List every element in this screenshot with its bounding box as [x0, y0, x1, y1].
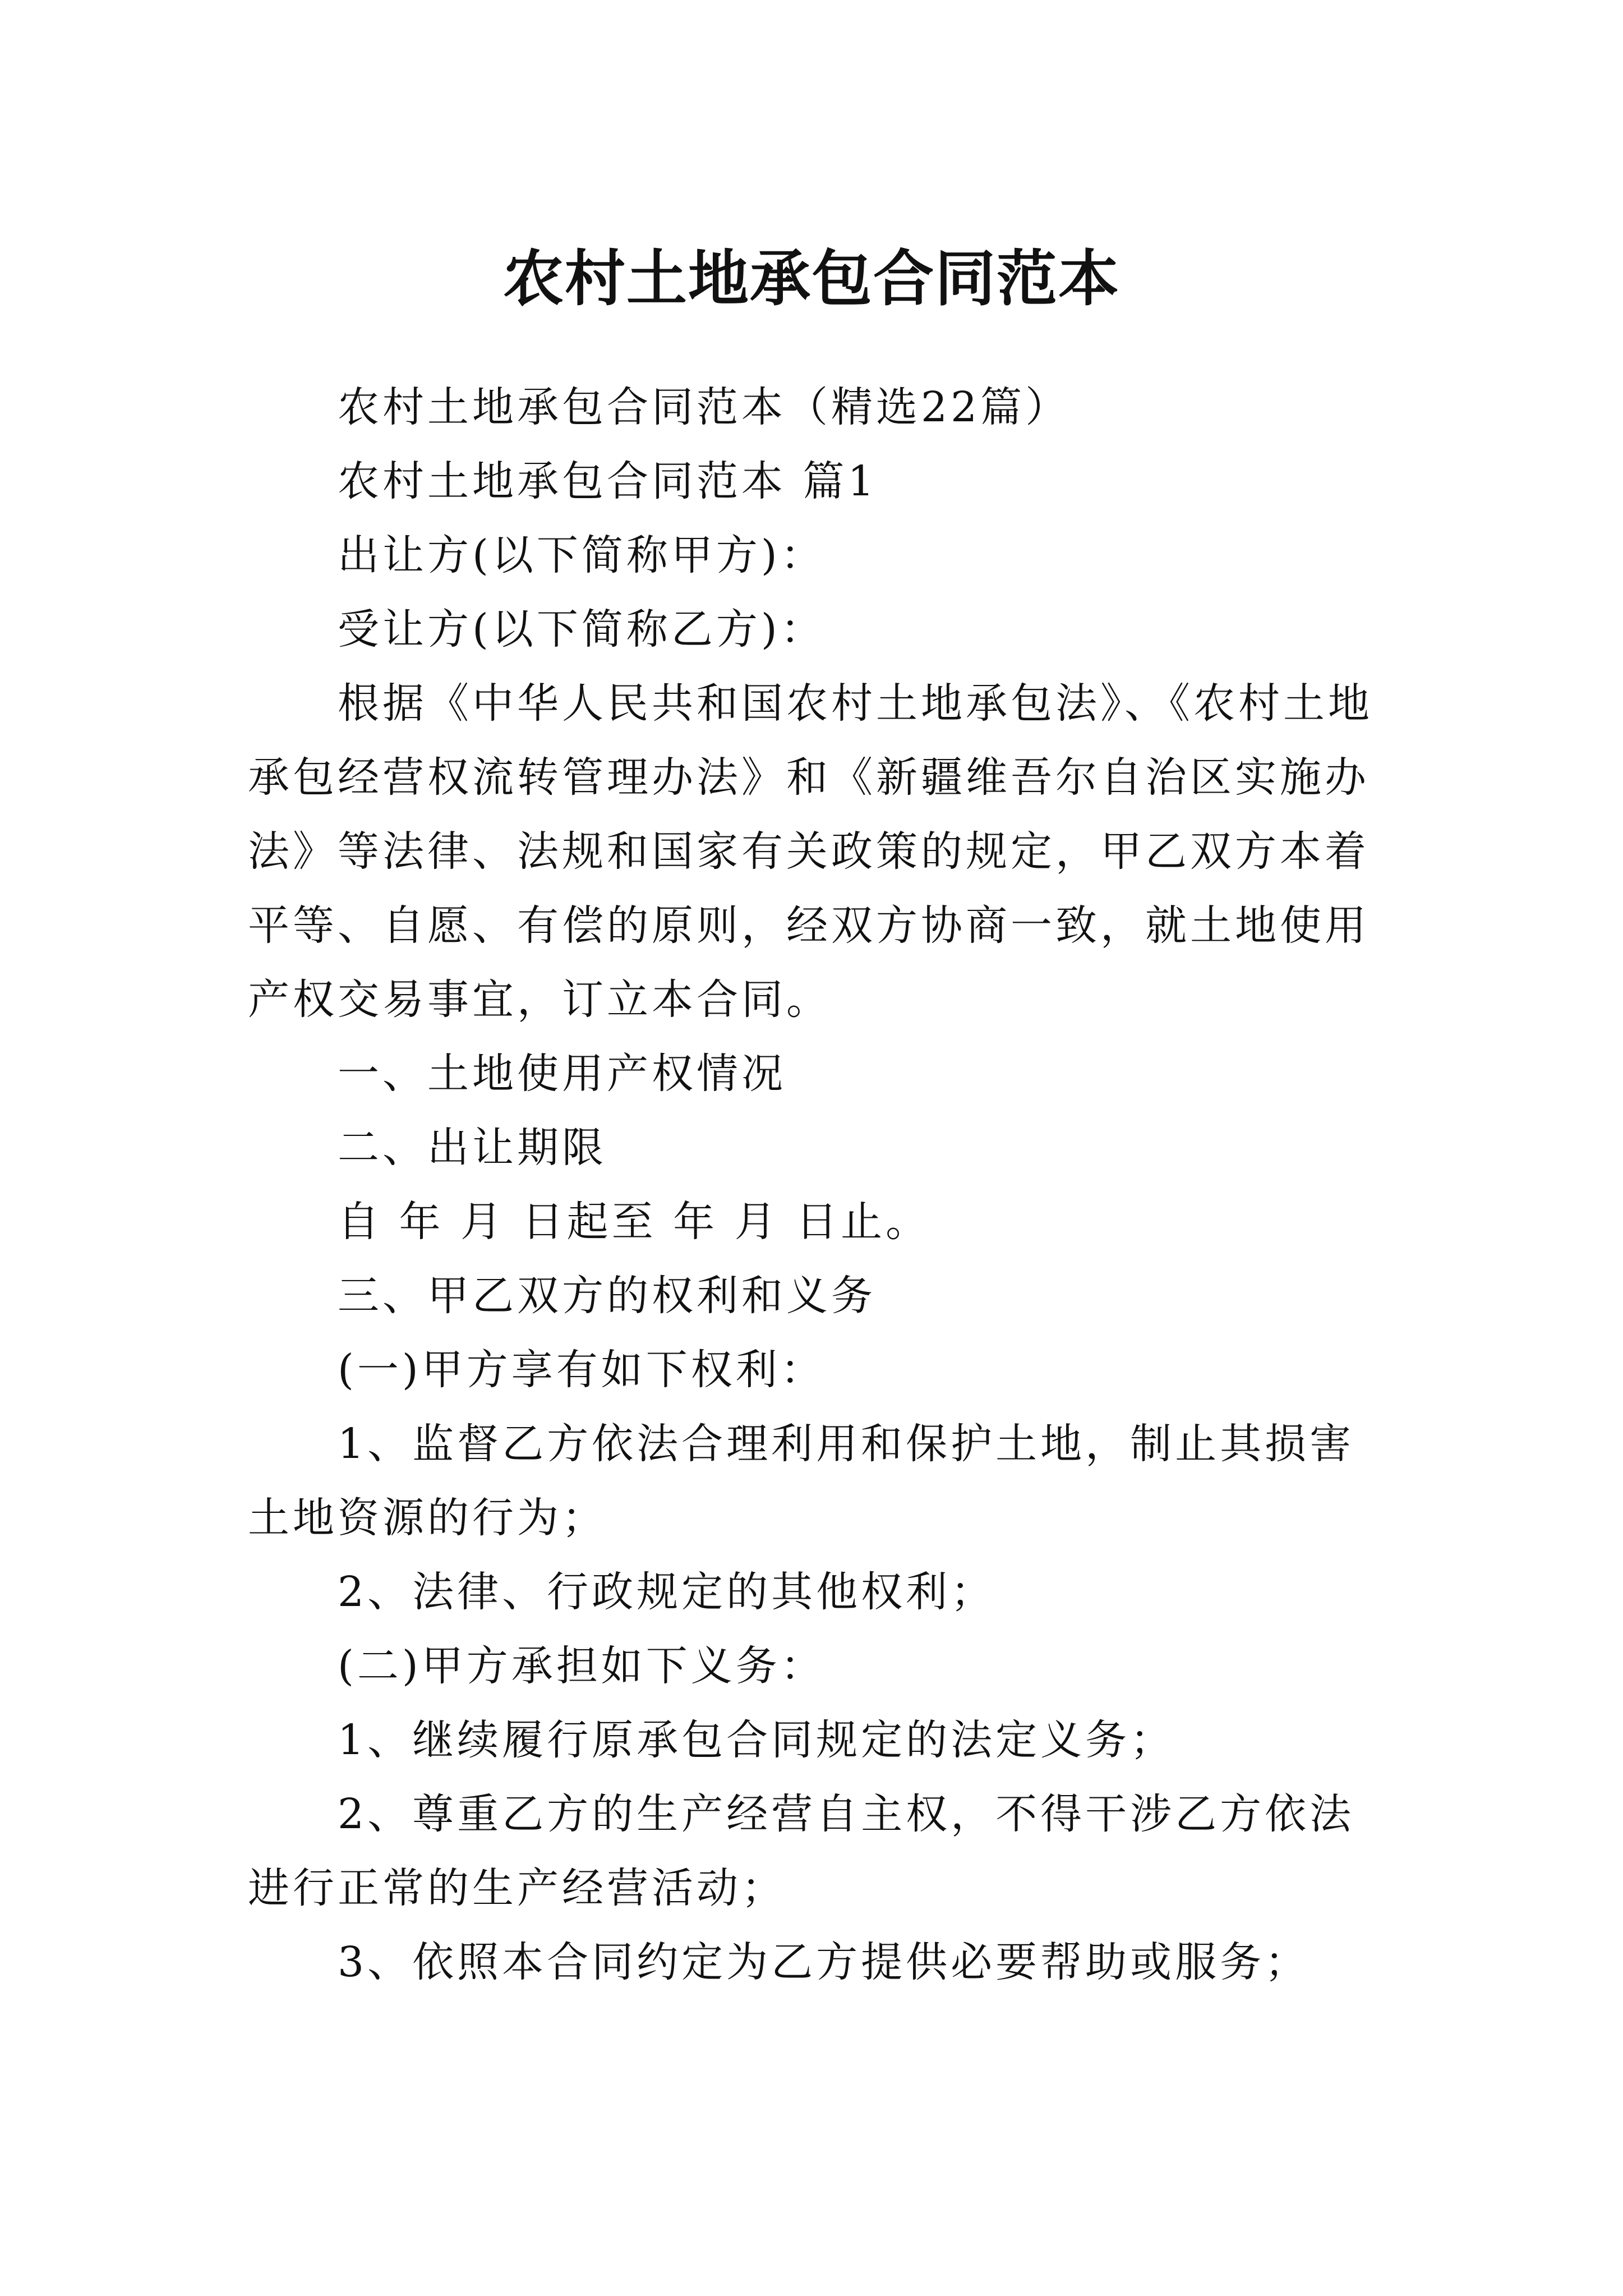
paragraph: 2、法律、行政规定的其他权利；: [338, 1568, 996, 1616]
paragraph: 农村土地承包合同范本 篇1: [338, 457, 878, 505]
paragraph: 1、继续履行原承包合同规定的法定义务；: [338, 1716, 1175, 1764]
paragraph: (一)甲方享有如下权利：: [338, 1346, 826, 1394]
paragraph: 出让方(以下简称甲方)：: [338, 531, 826, 579]
paragraph: 三、甲乙双方的权利和义务: [338, 1272, 876, 1320]
document-body: [248, 370, 1386, 1999]
paragraph: 根据《中华人民共和国农村土地承包法》、《农村土地承包经营权流转管理办法》和《新疆维吾尔自治区实施办法》等法律、法规和国家有关政策的规定，甲乙双方本着平等、自愿、有偿的原则，经双方协商一致，就土地使用产权交易事宜，订立本合同。: [248, 679, 1373, 1024]
paragraph: 一、土地使用产权情况: [338, 1050, 786, 1098]
paragraph: (二)甲方承担如下义务：: [338, 1642, 826, 1690]
paragraph: 受让方(以下简称乙方)：: [338, 605, 826, 654]
paragraph: 1、监督乙方依法合理利用和保护土地，制止其损害土地资源的行为；: [248, 1420, 1355, 1542]
paragraph: 二、出让期限: [338, 1124, 607, 1172]
paragraph: 2、尊重乙方的生产经营自主权，不得干涉乙方依法进行正常的生产经营活动；: [248, 1790, 1355, 1912]
paragraph: 3、依照本合同约定为乙方提供必要帮助或服务；: [338, 1938, 1310, 1986]
paragraph: 农村土地承包合同范本（精选22篇）: [338, 383, 1071, 431]
document-title: 农村土地承包合同范本: [502, 243, 1120, 315]
paragraph: 自 年 月 日起至 年 月 日止。: [338, 1198, 931, 1246]
